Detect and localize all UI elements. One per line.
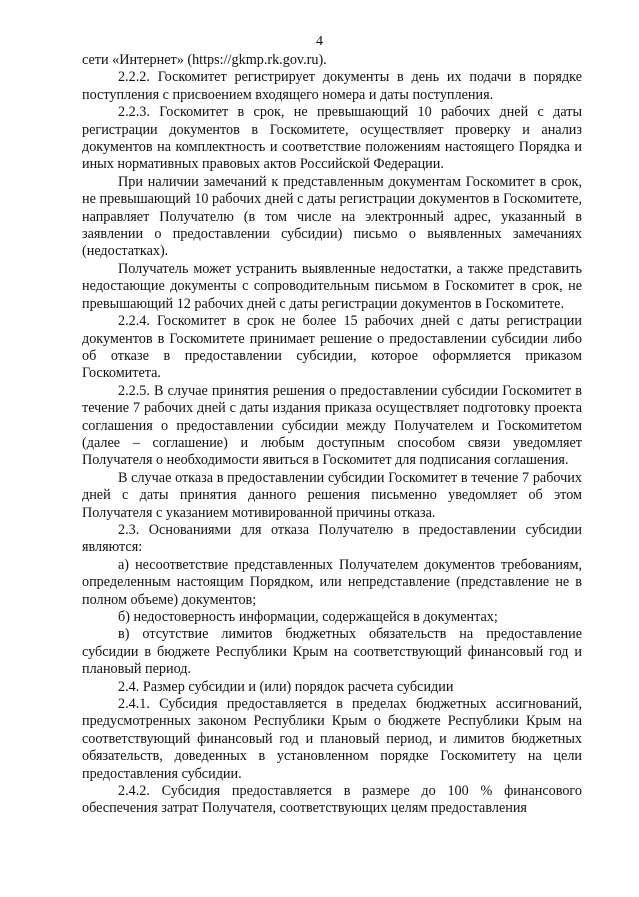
section-heading: 2.4. Размер субсидии и (или) порядок расчета субсидии bbox=[118, 678, 454, 695]
list-item: а) несоответствие представленных Получателем документов требованиям, определенным настоящим Порядком, или непредставление (представление не в полном объеме) документов; bbox=[82, 556, 582, 608]
paragraph: 2.3. Основаниями для отказа Получателю в предоставлении субсидии являются: bbox=[82, 521, 582, 556]
paragraph: 2.2.2. Госкомитет регистрирует документы в день их подачи в порядке поступления с присвоением входящего номера и даты поступления. bbox=[82, 69, 582, 103]
paragraph: 2.2.3. Госкомитет в срок, не превышающий 10 рабочих дней с даты регистрации документов в Госкомитете, осуществляет проверку и анализ документов на комплектность и соответствие положениям настоящего Порядка и иных нормативных правовых актов Российской Федерации. bbox=[82, 104, 582, 173]
list-item: б) недостоверность информации, содержащейся в документах; bbox=[118, 609, 498, 625]
document-body bbox=[82, 52, 582, 818]
paragraph: 2.4.1. Субсидия предоставляется в пределах бюджетных ассигнований, предусмотренных законом Республики Крым о бюджете Республики Крым на соответствующий финансовый год и плановый период, и лимитов бюджетных обязательств, доведенных в установленном порядке Госкомитету на цели предоставления субсидии. bbox=[82, 696, 582, 782]
list-item: в) отсутствие лимитов бюджетных обязательств на предоставление субсидии в бюджете Республики Крым на соответствующий финансовый год и плановый период. bbox=[82, 626, 582, 678]
paragraph: 2.4.2. Субсидия предоставляется в размере до 100 % финансового обеспечения затрат Получателя, соответствующих целям предоставления bbox=[82, 783, 582, 817]
paragraph: В случае отказа в предоставлении субсидии Госкомитет в течение 7 рабочих дней с даты принятия данного решения письменно уведомляет об этом Получателя с указанием мотивированной причины отказа. bbox=[82, 469, 582, 521]
paragraph: 2.2.4. Госкомитет в срок не более 15 рабочих дней с даты регистрации документов в Госкомитете принимает решение о предоставлении субсидии либо об отказе в предоставлении субсидии, которое оформляется приказом Госкомитета. bbox=[82, 313, 582, 382]
paragraph: Получатель может устранить выявленные недостатки, а также представить недостающие документы с сопроводительным письмом в Госкомитет в срок, не превышающий 12 рабочих дней с даты регистрации документов в Госкомитете. bbox=[82, 260, 582, 312]
page-number: 4 bbox=[316, 34, 323, 49]
paragraph: При наличии замечаний к представленным документам Госкомитет в срок, не превышающий 10 рабочих дней с даты регистрации документов в Госкомитете, направляет Получателю (в том числе на электронный адрес, указанный в заявлении о предоставлении субсидии) письмо о выявленных замечаниях (недостатках). bbox=[82, 173, 582, 260]
paragraph: сети «Интернет» (https://gkmp.rk.gov.ru). bbox=[82, 52, 327, 68]
paragraph: 2.2.5. В случае принятия решения о предоставлении субсидии Госкомитет в течение 7 рабочих дней с даты издания приказа осуществляет подготовку проекта соглашения о предоставлении субсидии между Получателем и Госкомитетом (далее – соглашение) и любым доступным способом связи уведомляет Получателя о необходимости явиться в Госкомитет для подписания соглашения. bbox=[82, 382, 582, 469]
